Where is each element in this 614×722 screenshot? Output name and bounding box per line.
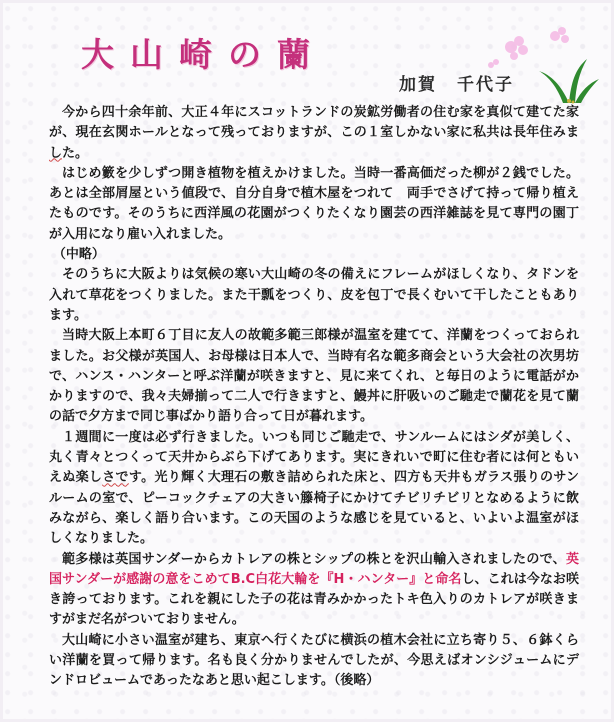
page-title: 大山崎の蘭 [81, 35, 326, 74]
paragraph-text: １週間に一度は必ず行きました。いつも同じご馳走で、サンルームにはシダが美しく、丸く青々とつくって天井からぶら下げてあります。実にきれいで町に住む者には何ともいえぬ楽し [49, 429, 579, 486]
paragraph-text: し、これは今なお咲き誇っております。これを親にした子の花は青みかかったトキ色入りのカトレアが咲きますがまだ名がついておりません。 [49, 571, 579, 628]
paragraph-p1 [49, 103, 579, 164]
paragraph-text: そのうちに大阪よりは気候の寒い大山崎の冬の備えにフレームがほしくなり、タドンを入れて草花をつくりました。また干瓢をつくり、皮を包丁で長くむいて干したこともあります。 [49, 267, 579, 323]
paragraph-p7 [49, 550, 579, 631]
paragraph-text: す。光り輝く大理石の敷き詰められた床と、四方も天井もガラス張りのサンルームの室で、ピーコックチェアの大きい籐椅子にかけてチビリチビリとなめるように飲みながら、楽しく語り合います。この天国のような感じを見ていると、いよいよ温室がほしくなりました。 [49, 470, 579, 547]
orchid-leaves-icon [483, 25, 603, 107]
underlined-text: し [49, 145, 63, 161]
article-body [49, 103, 579, 692]
paragraph-text: 今から四十余年前、大正４年にスコットランドの炭鉱労働者の住む家を真似て建てた家が、現在玄関ホールとなって残っておりますが、この１室しかない家に私共は長年住みま [49, 105, 579, 141]
author-surname: 加賀 [399, 75, 437, 95]
paragraph-text: 大山崎に小さい温室が建ち、東京へ行くたびに横浜の植木会社に立ち寄り５、６鉢くらい洋蘭を買って帰ります。名も良く分かりませんでしたが、今思えばオンシジュームにデンドロビュームであったなあと思い起こします。（後略） [49, 632, 579, 689]
underlined-text: さで [102, 470, 129, 486]
paragraph-text: （中略） [52, 247, 105, 263]
paragraph-p2 [49, 164, 579, 245]
paragraph-p8 [49, 631, 579, 692]
paragraph-text: た。 [62, 145, 89, 161]
paragraph-p4 [49, 265, 579, 326]
paragraph-p3 [49, 245, 579, 265]
paragraph-text: 範多様は英国サンダーからカトレアの株とシップの株とを沢山輸入されましたので、 [62, 551, 566, 567]
author-given-name: 千代子 [457, 75, 514, 95]
highlighted-text: 英国サンダーが感謝の意をこめてB.C白花大輪を『H・ハンター』と命名 [49, 551, 579, 587]
paragraph-text: はじめ籔を少しずつ開き植物を植えかけました。当時一番高価だった柳が２銭でした。あとは全部屑屋という値段で、自分自身で植木屋をつれて 両手でさげて持って帰り植えたものです。そのうちに西洋風の花園がつくりたくなり園芸の西洋雑誌を見て専門の園丁が入用になり雇い入れました。 [49, 165, 579, 242]
paragraph-p6 [49, 428, 579, 550]
paragraph-p5 [49, 326, 579, 427]
paragraph-text: 当時大阪上本町６丁目に友人の故範多範三郎様が温室を建てて、洋蘭をつくっておられました。お父様が英国人、お母様は日本人で、当時有名な範多商会という大会社の次男坊で、ハンス・ハンターと呼ぶ洋蘭が咲きますと、見に来てくれ、と毎日のように電話がかかりますので、我々夫婦揃って二人で行きますと、鰻丼に肝吸いのご馳走で蘭花を見て蘭の話で夕方まで同じ事ばかり語り合って日が暮れます。 [49, 328, 579, 425]
